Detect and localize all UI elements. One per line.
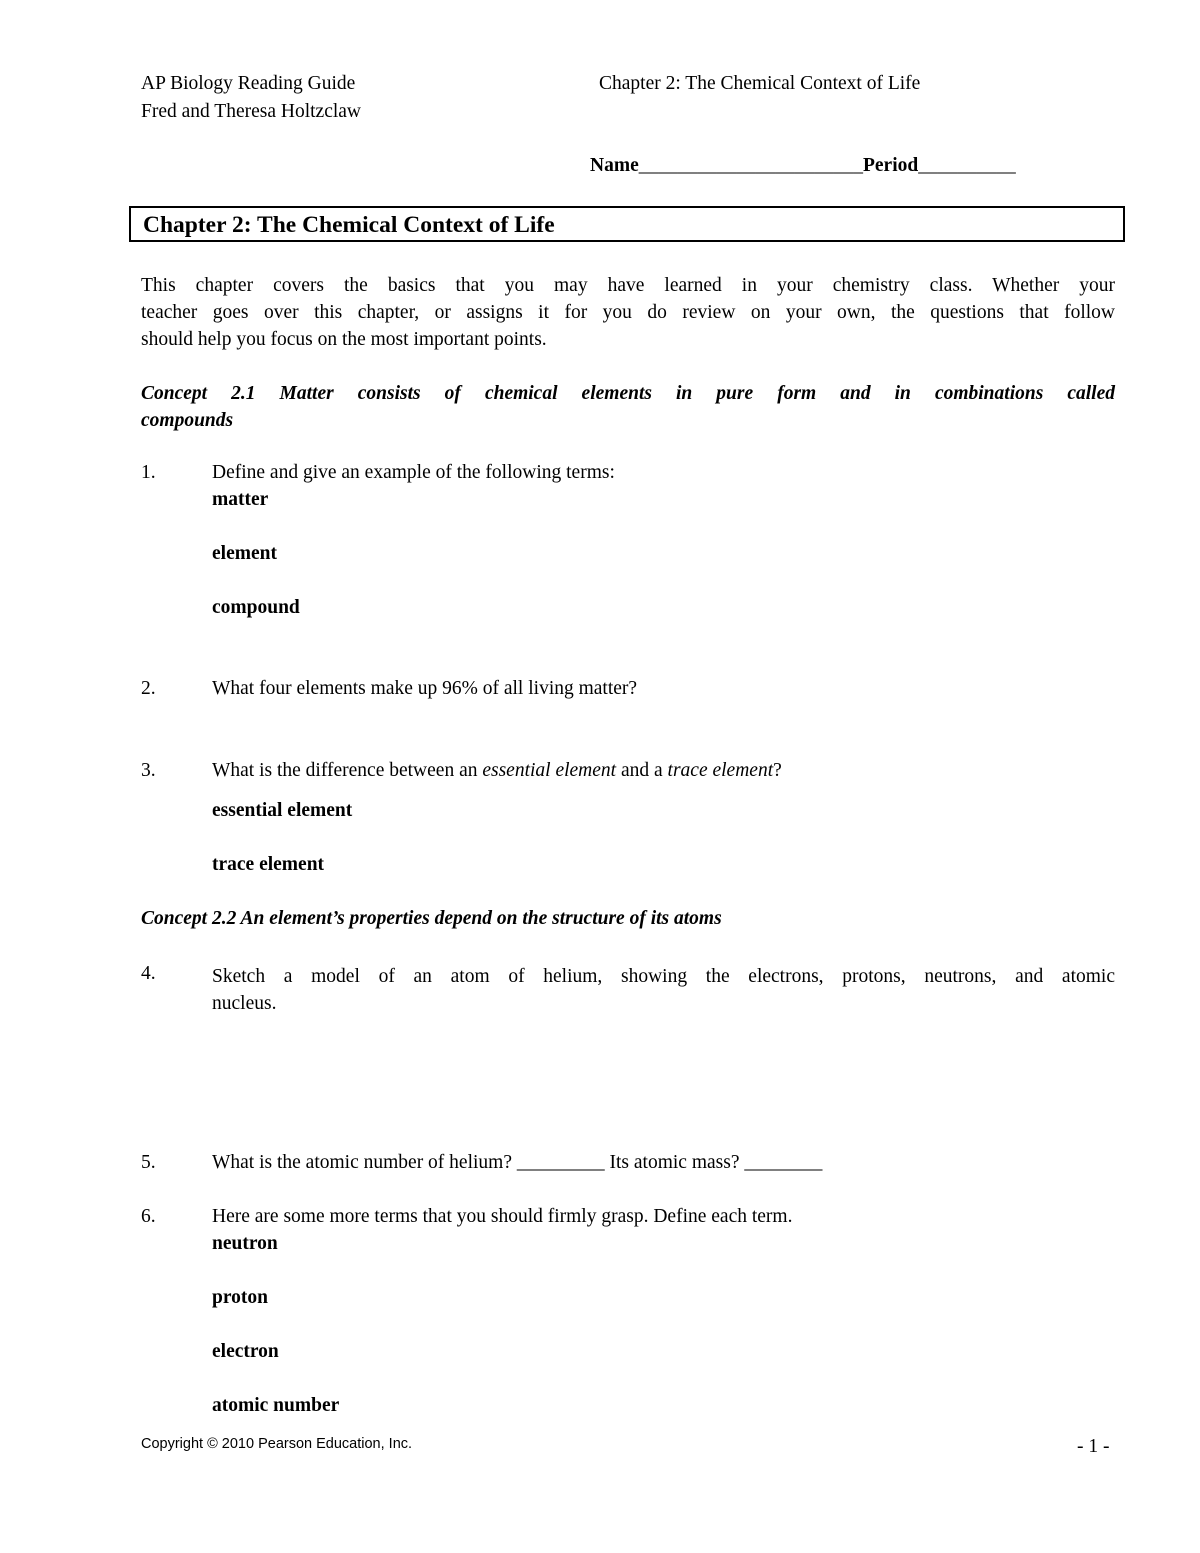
question-4-line-1: Sketch a model of an atom of helium, showing the electrons, protons, neutrons, and atomic bbox=[212, 966, 1115, 987]
term-proton: proton bbox=[212, 1287, 268, 1308]
intro-line-1: This chapter covers the basics that you may have learned in your chemistry class. Whether your bbox=[141, 275, 1115, 296]
question-1-number: 1. bbox=[141, 462, 156, 483]
question-3-essential-element: essential element bbox=[482, 760, 617, 781]
question-3-text-mid: and a bbox=[616, 760, 668, 781]
guide-title: AP Biology Reading Guide bbox=[141, 73, 356, 94]
question-3-number: 3. bbox=[141, 760, 156, 781]
question-6-text: Here are some more terms that you should firmly grasp. Define each term. bbox=[212, 1206, 793, 1227]
concept-2-1-heading bbox=[141, 380, 1115, 434]
question-4-text bbox=[212, 963, 1115, 1017]
term-essential-element: essential element bbox=[212, 800, 353, 821]
question-3-text-post: ? bbox=[773, 760, 782, 781]
name-blank[interactable]: _______________________ bbox=[638, 155, 863, 176]
page-number: - 1 - bbox=[1077, 1436, 1110, 1457]
question-4-number: 4. bbox=[141, 963, 156, 984]
period-label: Period bbox=[862, 155, 919, 176]
concept-2-1-line-1: Concept 2.1 Matter consists of chemical elements in pure form and in combinations called bbox=[141, 383, 1115, 404]
term-matter: matter bbox=[212, 489, 269, 510]
question-4-line-2: nucleus. bbox=[212, 993, 277, 1014]
header-chapter-title: Chapter 2: The Chemical Context of Life bbox=[599, 73, 921, 94]
chapter-title: Chapter 2: The Chemical Context of Life bbox=[143, 212, 555, 238]
chapter-title-box bbox=[129, 206, 1125, 242]
question-5-text-a: What is the atomic number of helium? bbox=[212, 1152, 512, 1173]
concept-2-2-heading: Concept 2.2 An element’s properties depend on the structure of its atoms bbox=[141, 908, 722, 929]
question-3-trace-element: trace element bbox=[667, 760, 774, 781]
question-6-number: 6. bbox=[141, 1206, 156, 1227]
authors: Fred and Theresa Holtzclaw bbox=[141, 101, 362, 122]
term-element: element bbox=[212, 543, 277, 564]
term-trace-element: trace element bbox=[212, 854, 325, 875]
question-5-number: 5. bbox=[141, 1152, 156, 1173]
term-electron: electron bbox=[212, 1341, 279, 1362]
atomic-number-blank[interactable]: _________ bbox=[516, 1152, 605, 1173]
question-2-number: 2. bbox=[141, 678, 156, 699]
term-compound: compound bbox=[212, 597, 300, 618]
name-period-line bbox=[590, 155, 1016, 177]
intro-line-2: teacher goes over this chapter, or assigns it for you do review on your own, the questions that follow bbox=[141, 302, 1115, 323]
question-2-text: What four elements make up 96% of all living matter? bbox=[212, 678, 638, 699]
intro-paragraph bbox=[141, 272, 1115, 353]
question-3-text bbox=[212, 760, 782, 782]
term-neutron: neutron bbox=[212, 1233, 278, 1254]
intro-line-3: should help you focus on the most important points. bbox=[141, 329, 547, 350]
period-blank[interactable]: __________ bbox=[918, 155, 1016, 176]
question-5-text-b: Its atomic mass? bbox=[609, 1152, 740, 1173]
atomic-mass-blank[interactable]: ________ bbox=[744, 1152, 823, 1173]
concept-2-1-line-2: compounds bbox=[141, 410, 234, 431]
question-5-text bbox=[212, 1152, 822, 1174]
question-3-text-pre: What is the difference between an bbox=[212, 760, 483, 781]
name-label: Name bbox=[590, 155, 639, 176]
question-1-text: Define and give an example of the following terms: bbox=[212, 462, 615, 483]
copyright-notice: Copyright © 2010 Pearson Education, Inc. bbox=[141, 1436, 413, 1452]
term-atomic-number: atomic number bbox=[212, 1395, 340, 1416]
